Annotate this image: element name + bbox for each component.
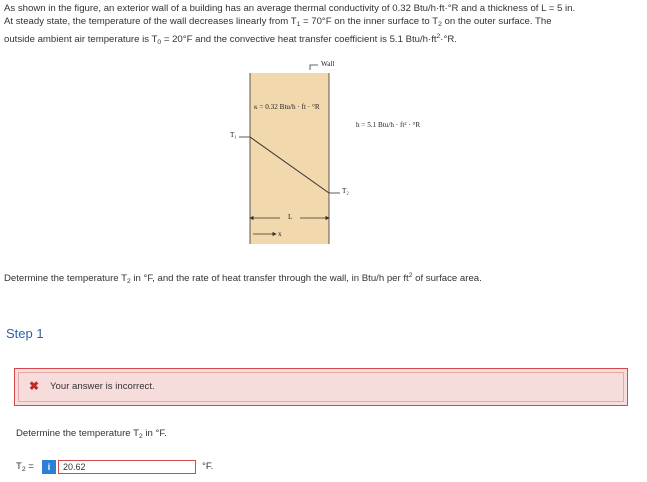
wall-figure <box>226 58 441 248</box>
main-question: Determine the temperature $T_2$ in °F, and the rate of heat transfer through the wall, in Btu/h per $ft^2$ of surface area. <box>4 272 482 285</box>
problem-line-2: At steady state, the temperature of the wall decreases linearly from $T_1 = 70^\circ F$ on the inner surface to $T_2$ on the outer surface. The <box>4 15 552 28</box>
t2-answer-input[interactable] <box>58 460 196 474</box>
thickness-label: L <box>288 213 293 221</box>
incorrect-feedback-banner <box>14 368 628 406</box>
problem-statement <box>4 3 642 50</box>
t1-label: T₁ <box>230 131 237 139</box>
wall-diagram-lines <box>226 58 441 248</box>
problem-line-1: As shown in the figure, an exterior wall of a building has an average thermal conductivity of 0.32 Btu/h·ft·°R and a thickness of L = 5 in. <box>4 3 576 14</box>
sub-question: Determine the temperature $T_2$ in °F. <box>16 428 167 440</box>
answer-unit: °F. <box>202 461 214 472</box>
close-x-icon: ✖ <box>29 379 40 393</box>
info-icon[interactable]: i <box>42 460 56 474</box>
step-label: Step 1 <box>6 326 44 341</box>
answer-label: $T_2$ = <box>16 461 34 473</box>
problem-line-3: outside ambient air temperature is $T_0 = 20^\circ F$ and the convective heat transfer coefficient is 5.1 Btu/$h\cdot ft^2\cdot^\circ R$. <box>4 33 457 47</box>
convection-coefficient-label: h = 5.1 Btu/h · ft² · °R <box>356 121 421 129</box>
t2-label: T₂ <box>342 187 349 195</box>
wall-label: Wall <box>321 60 335 68</box>
conductivity-label: κ = 0.32 Btu/h · ft · °R <box>254 103 320 111</box>
x-axis-label: x <box>278 230 282 238</box>
feedback-text: Your answer is incorrect. <box>50 381 155 392</box>
